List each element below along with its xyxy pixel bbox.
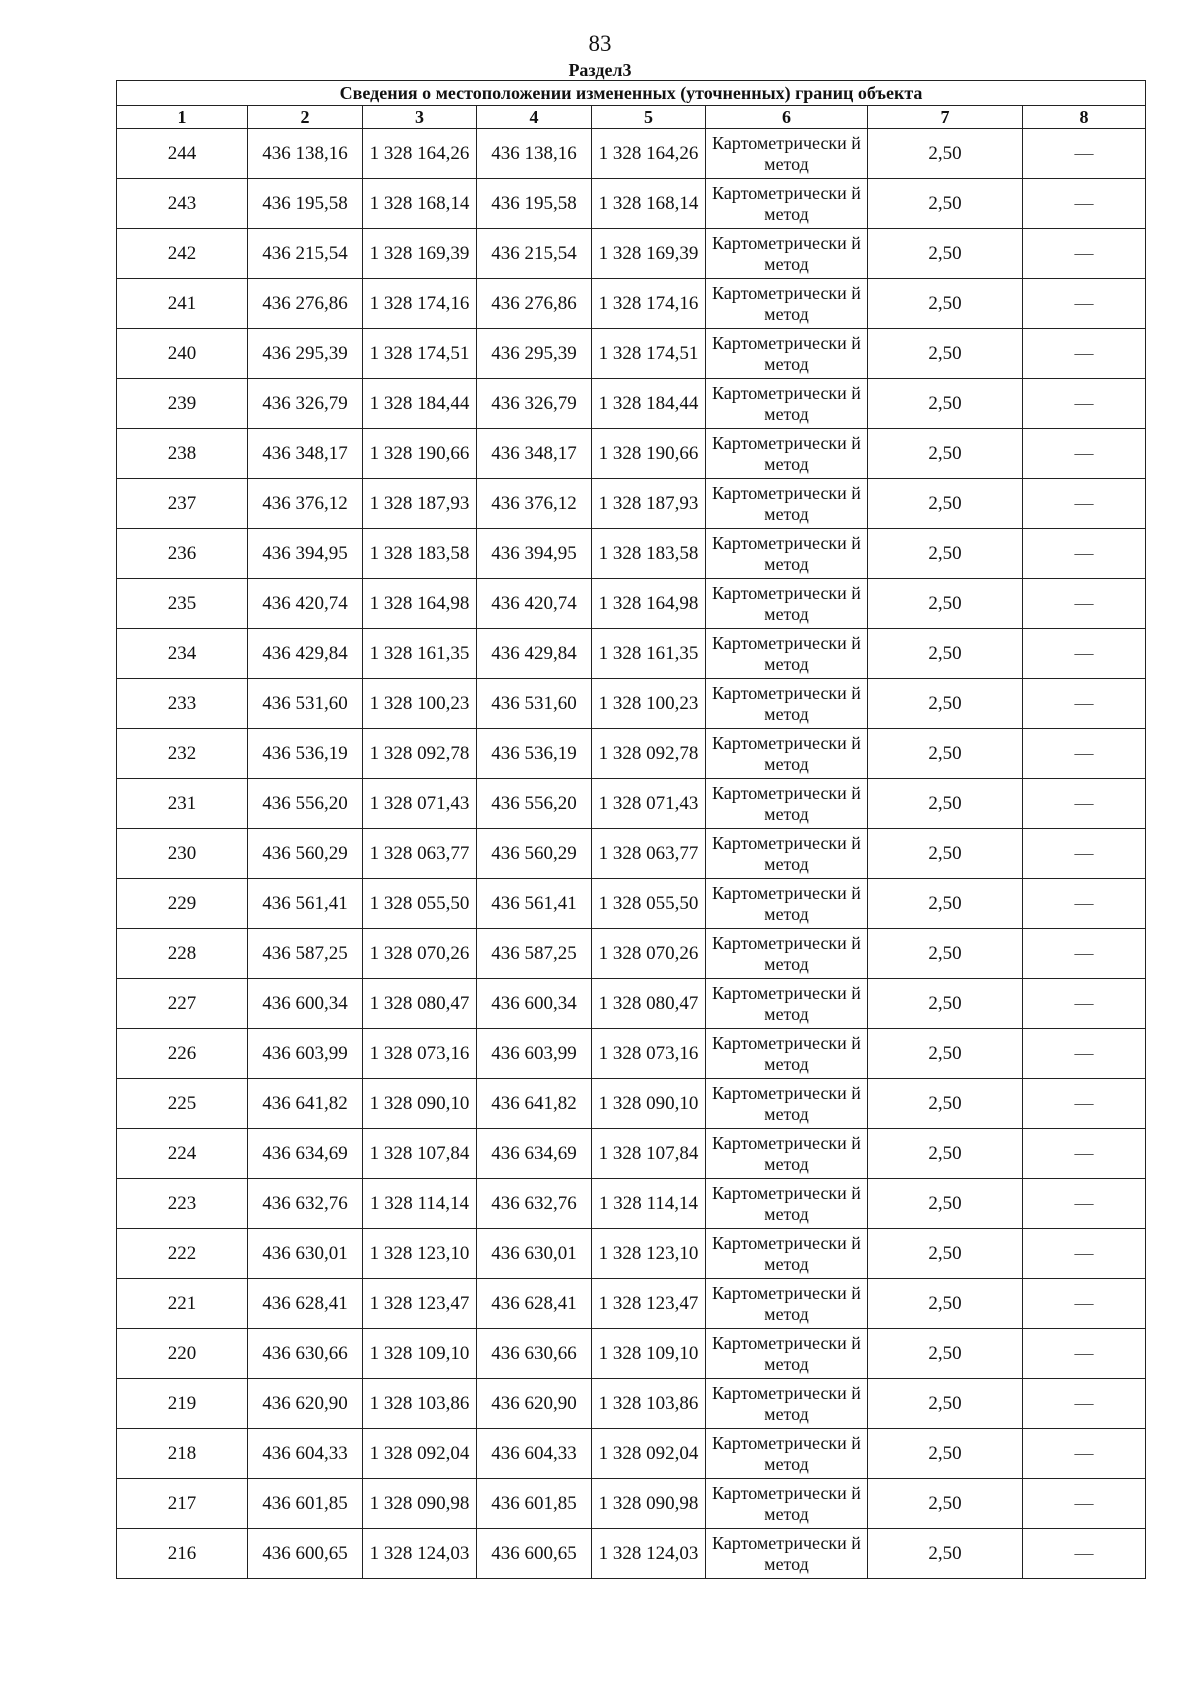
cell-accuracy: 2,50: [868, 1379, 1023, 1429]
cell-method: Картометрически й метод: [706, 1329, 868, 1379]
cell-accuracy: 2,50: [868, 529, 1023, 579]
table-row: [117, 129, 1146, 179]
cell-accuracy: 2,50: [868, 1229, 1023, 1279]
cell-x-new: 436 560,29: [477, 829, 592, 879]
cell-x-new: 436 561,41: [477, 879, 592, 929]
table-row: [117, 579, 1146, 629]
cell-x-new: 436 556,20: [477, 779, 592, 829]
cell-y-old: 1 328 080,47: [363, 979, 477, 1029]
cell-x-old: 436 634,69: [248, 1129, 363, 1179]
cell-x-old: 436 641,82: [248, 1079, 363, 1129]
cell-y-new: 1 328 055,50: [592, 879, 706, 929]
cell-x-new: 436 138,16: [477, 129, 592, 179]
cell-x-new: 436 634,69: [477, 1129, 592, 1179]
table-row: [117, 1479, 1146, 1529]
cell-y-old: 1 328 109,10: [363, 1329, 477, 1379]
cell-description: —: [1023, 579, 1146, 629]
cell-accuracy: 2,50: [868, 229, 1023, 279]
cell-y-new: 1 328 090,98: [592, 1479, 706, 1529]
cell-accuracy: 2,50: [868, 729, 1023, 779]
cell-accuracy: 2,50: [868, 179, 1023, 229]
cell-y-new: 1 328 073,16: [592, 1029, 706, 1079]
cell-y-new: 1 328 164,98: [592, 579, 706, 629]
cell-y-old: 1 328 124,03: [363, 1529, 477, 1579]
column-header-7: 7: [868, 106, 1023, 129]
cell-description: —: [1023, 229, 1146, 279]
cell-description: —: [1023, 979, 1146, 1029]
cell-x-old: 436 620,90: [248, 1379, 363, 1429]
cell-accuracy: 2,50: [868, 1079, 1023, 1129]
cell-y-old: 1 328 123,10: [363, 1229, 477, 1279]
cell-method: Картометрически й метод: [706, 329, 868, 379]
cell-method: Картометрически й метод: [706, 629, 868, 679]
cell-point-number: 229: [117, 879, 248, 929]
cell-description: —: [1023, 479, 1146, 529]
table-row: [117, 829, 1146, 879]
cell-point-number: 242: [117, 229, 248, 279]
cell-point-number: 219: [117, 1379, 248, 1429]
cell-method: Картометрически й метод: [706, 579, 868, 629]
cell-y-new: 1 328 109,10: [592, 1329, 706, 1379]
cell-accuracy: 2,50: [868, 579, 1023, 629]
cell-y-new: 1 328 092,04: [592, 1429, 706, 1479]
table-row: [117, 1079, 1146, 1129]
cell-method: Картометрически й метод: [706, 1529, 868, 1579]
cell-x-new: 436 531,60: [477, 679, 592, 729]
cell-point-number: 228: [117, 929, 248, 979]
table-row: [117, 1429, 1146, 1479]
cell-x-new: 436 601,85: [477, 1479, 592, 1529]
cell-point-number: 240: [117, 329, 248, 379]
cell-y-old: 1 328 174,16: [363, 279, 477, 329]
cell-y-old: 1 328 073,16: [363, 1029, 477, 1079]
cell-point-number: 225: [117, 1079, 248, 1129]
cell-y-old: 1 328 123,47: [363, 1279, 477, 1329]
cell-x-old: 436 601,85: [248, 1479, 363, 1529]
cell-accuracy: 2,50: [868, 629, 1023, 679]
cell-x-new: 436 604,33: [477, 1429, 592, 1479]
cell-y-new: 1 328 168,14: [592, 179, 706, 229]
cell-accuracy: 2,50: [868, 479, 1023, 529]
cell-accuracy: 2,50: [868, 1029, 1023, 1079]
cell-point-number: 238: [117, 429, 248, 479]
table-body: [117, 129, 1146, 1579]
cell-point-number: 244: [117, 129, 248, 179]
cell-method: Картометрически й метод: [706, 479, 868, 529]
cell-y-new: 1 328 063,77: [592, 829, 706, 879]
cell-y-old: 1 328 092,78: [363, 729, 477, 779]
cell-x-new: 436 630,66: [477, 1329, 592, 1379]
cell-x-old: 436 604,33: [248, 1429, 363, 1479]
cell-x-new: 436 603,99: [477, 1029, 592, 1079]
cell-description: —: [1023, 1179, 1146, 1229]
cell-x-old: 436 560,29: [248, 829, 363, 879]
cell-accuracy: 2,50: [868, 1179, 1023, 1229]
column-header-1: 1: [117, 106, 248, 129]
cell-point-number: 217: [117, 1479, 248, 1529]
cell-y-new: 1 328 123,47: [592, 1279, 706, 1329]
cell-accuracy: 2,50: [868, 679, 1023, 729]
cell-description: —: [1023, 829, 1146, 879]
cell-point-number: 227: [117, 979, 248, 1029]
cell-point-number: 222: [117, 1229, 248, 1279]
cell-description: —: [1023, 529, 1146, 579]
cell-description: —: [1023, 379, 1146, 429]
cell-method: Картометрически й метод: [706, 379, 868, 429]
column-header-3: 3: [363, 106, 477, 129]
cell-description: —: [1023, 1079, 1146, 1129]
cell-description: —: [1023, 1529, 1146, 1579]
cell-accuracy: 2,50: [868, 329, 1023, 379]
table-row: [117, 1379, 1146, 1429]
table-row: [117, 379, 1146, 429]
cell-accuracy: 2,50: [868, 129, 1023, 179]
cell-description: —: [1023, 179, 1146, 229]
cell-y-old: 1 328 063,77: [363, 829, 477, 879]
cell-x-old: 436 561,41: [248, 879, 363, 929]
cell-y-old: 1 328 183,58: [363, 529, 477, 579]
cell-y-old: 1 328 070,26: [363, 929, 477, 979]
column-header-6: 6: [706, 106, 868, 129]
cell-x-old: 436 531,60: [248, 679, 363, 729]
column-header-5: 5: [592, 106, 706, 129]
cell-method: Картометрически й метод: [706, 929, 868, 979]
cell-point-number: 236: [117, 529, 248, 579]
cell-x-old: 436 276,86: [248, 279, 363, 329]
cell-x-new: 436 394,95: [477, 529, 592, 579]
column-header-row: [117, 106, 1146, 129]
cell-x-new: 436 348,17: [477, 429, 592, 479]
cell-y-new: 1 328 092,78: [592, 729, 706, 779]
cell-point-number: 243: [117, 179, 248, 229]
table-row: [117, 729, 1146, 779]
cell-x-old: 436 295,39: [248, 329, 363, 379]
cell-description: —: [1023, 279, 1146, 329]
cell-point-number: 230: [117, 829, 248, 879]
cell-point-number: 233: [117, 679, 248, 729]
cell-accuracy: 2,50: [868, 1429, 1023, 1479]
cell-method: Картометрически й метод: [706, 1229, 868, 1279]
cell-y-old: 1 328 100,23: [363, 679, 477, 729]
cell-description: —: [1023, 329, 1146, 379]
cell-x-new: 436 600,65: [477, 1529, 592, 1579]
cell-accuracy: 2,50: [868, 779, 1023, 829]
table-row: [117, 1129, 1146, 1179]
cell-y-new: 1 328 184,44: [592, 379, 706, 429]
cell-x-new: 436 420,74: [477, 579, 592, 629]
cell-y-old: 1 328 092,04: [363, 1429, 477, 1479]
cell-x-old: 436 632,76: [248, 1179, 363, 1229]
cell-x-old: 436 630,66: [248, 1329, 363, 1379]
cell-point-number: 220: [117, 1329, 248, 1379]
table-row: [117, 679, 1146, 729]
table-row: [117, 1279, 1146, 1329]
cell-x-old: 436 603,99: [248, 1029, 363, 1079]
cell-accuracy: 2,50: [868, 379, 1023, 429]
cell-description: —: [1023, 429, 1146, 479]
table-row: [117, 1029, 1146, 1079]
cell-y-old: 1 328 071,43: [363, 779, 477, 829]
cell-method: Картометрически й метод: [706, 1129, 868, 1179]
cell-y-old: 1 328 090,98: [363, 1479, 477, 1529]
cell-method: Картометрически й метод: [706, 1279, 868, 1329]
cell-x-new: 436 600,34: [477, 979, 592, 1029]
cell-y-new: 1 328 114,14: [592, 1179, 706, 1229]
cell-x-old: 436 628,41: [248, 1279, 363, 1329]
cell-description: —: [1023, 629, 1146, 679]
cell-x-old: 436 376,12: [248, 479, 363, 529]
cell-y-old: 1 328 107,84: [363, 1129, 477, 1179]
cell-y-old: 1 328 164,26: [363, 129, 477, 179]
cell-point-number: 235: [117, 579, 248, 629]
cell-description: —: [1023, 1229, 1146, 1279]
cell-y-old: 1 328 114,14: [363, 1179, 477, 1229]
table-title-row: [117, 81, 1146, 106]
cell-y-new: 1 328 107,84: [592, 1129, 706, 1179]
cell-y-new: 1 328 080,47: [592, 979, 706, 1029]
table-row: [117, 229, 1146, 279]
cell-description: —: [1023, 1279, 1146, 1329]
cell-accuracy: 2,50: [868, 429, 1023, 479]
coordinates-table: [116, 80, 1146, 1579]
cell-accuracy: 2,50: [868, 1479, 1023, 1529]
table-row: [117, 429, 1146, 479]
cell-point-number: 218: [117, 1429, 248, 1479]
cell-y-old: 1 328 103,86: [363, 1379, 477, 1429]
table-row: [117, 479, 1146, 529]
cell-x-old: 436 630,01: [248, 1229, 363, 1279]
cell-method: Картометрически й метод: [706, 279, 868, 329]
cell-y-old: 1 328 090,10: [363, 1079, 477, 1129]
cell-description: —: [1023, 1129, 1146, 1179]
column-header-4: 4: [477, 106, 592, 129]
cell-point-number: 224: [117, 1129, 248, 1179]
cell-point-number: 223: [117, 1179, 248, 1229]
cell-x-old: 436 215,54: [248, 229, 363, 279]
cell-y-new: 1 328 183,58: [592, 529, 706, 579]
cell-accuracy: 2,50: [868, 279, 1023, 329]
table-row: [117, 279, 1146, 329]
cell-method: Картометрически й метод: [706, 1379, 868, 1429]
cell-y-old: 1 328 169,39: [363, 229, 477, 279]
cell-accuracy: 2,50: [868, 879, 1023, 929]
cell-y-new: 1 328 174,51: [592, 329, 706, 379]
cell-x-old: 436 536,19: [248, 729, 363, 779]
cell-method: Картометрически й метод: [706, 229, 868, 279]
cell-x-old: 436 195,58: [248, 179, 363, 229]
cell-point-number: 226: [117, 1029, 248, 1079]
table-row: [117, 779, 1146, 829]
cell-y-new: 1 328 090,10: [592, 1079, 706, 1129]
cell-y-new: 1 328 123,10: [592, 1229, 706, 1279]
cell-point-number: 232: [117, 729, 248, 779]
table-row: [117, 179, 1146, 229]
cell-accuracy: 2,50: [868, 1529, 1023, 1579]
table-row: [117, 1529, 1146, 1579]
cell-point-number: 216: [117, 1529, 248, 1579]
cell-x-new: 436 215,54: [477, 229, 592, 279]
cell-x-old: 436 394,95: [248, 529, 363, 579]
cell-point-number: 239: [117, 379, 248, 429]
cell-y-old: 1 328 161,35: [363, 629, 477, 679]
cell-y-old: 1 328 190,66: [363, 429, 477, 479]
cell-description: —: [1023, 1429, 1146, 1479]
cell-y-old: 1 328 174,51: [363, 329, 477, 379]
cell-x-old: 436 326,79: [248, 379, 363, 429]
table-row: [117, 1229, 1146, 1279]
cell-description: —: [1023, 779, 1146, 829]
table-row: [117, 979, 1146, 1029]
table-row: [117, 329, 1146, 379]
cell-y-new: 1 328 161,35: [592, 629, 706, 679]
cell-y-old: 1 328 168,14: [363, 179, 477, 229]
cell-accuracy: 2,50: [868, 929, 1023, 979]
cell-y-new: 1 328 100,23: [592, 679, 706, 729]
table-row: [117, 1179, 1146, 1229]
cell-x-old: 436 429,84: [248, 629, 363, 679]
cell-x-new: 436 326,79: [477, 379, 592, 429]
cell-description: —: [1023, 1379, 1146, 1429]
cell-x-old: 436 556,20: [248, 779, 363, 829]
cell-method: Картометрически й метод: [706, 1079, 868, 1129]
cell-y-new: 1 328 124,03: [592, 1529, 706, 1579]
cell-description: —: [1023, 929, 1146, 979]
cell-accuracy: 2,50: [868, 1329, 1023, 1379]
cell-description: —: [1023, 1329, 1146, 1379]
cell-accuracy: 2,50: [868, 829, 1023, 879]
cell-y-old: 1 328 055,50: [363, 879, 477, 929]
cell-y-new: 1 328 190,66: [592, 429, 706, 479]
cell-x-old: 436 138,16: [248, 129, 363, 179]
cell-x-new: 436 587,25: [477, 929, 592, 979]
cell-y-old: 1 328 184,44: [363, 379, 477, 429]
cell-accuracy: 2,50: [868, 1279, 1023, 1329]
cell-description: —: [1023, 129, 1146, 179]
cell-method: Картометрически й метод: [706, 1179, 868, 1229]
cell-y-new: 1 328 174,16: [592, 279, 706, 329]
cell-y-old: 1 328 187,93: [363, 479, 477, 529]
cell-x-old: 436 348,17: [248, 429, 363, 479]
cell-y-new: 1 328 103,86: [592, 1379, 706, 1429]
cell-x-new: 436 276,86: [477, 279, 592, 329]
cell-point-number: 237: [117, 479, 248, 529]
cell-method: Картометрически й метод: [706, 429, 868, 479]
cell-method: Картометрически й метод: [706, 879, 868, 929]
cell-method: Картометрически й метод: [706, 1429, 868, 1479]
cell-y-new: 1 328 187,93: [592, 479, 706, 529]
cell-x-new: 436 295,39: [477, 329, 592, 379]
cell-y-old: 1 328 164,98: [363, 579, 477, 629]
cell-y-new: 1 328 071,43: [592, 779, 706, 829]
cell-point-number: 234: [117, 629, 248, 679]
cell-x-old: 436 600,34: [248, 979, 363, 1029]
table-title: Сведения о местоположении измененных (уточненных) границ объекта: [117, 81, 1146, 106]
cell-method: Картометрически й метод: [706, 1479, 868, 1529]
cell-method: Картометрически й метод: [706, 129, 868, 179]
cell-x-new: 436 632,76: [477, 1179, 592, 1229]
page-number: 83: [588, 31, 612, 56]
cell-description: —: [1023, 879, 1146, 929]
cell-x-new: 436 641,82: [477, 1079, 592, 1129]
cell-point-number: 221: [117, 1279, 248, 1329]
cell-method: Картометрически й метод: [706, 179, 868, 229]
cell-method: Картометрически й метод: [706, 529, 868, 579]
table-row: [117, 529, 1146, 579]
cell-x-old: 436 420,74: [248, 579, 363, 629]
cell-method: Картометрически й метод: [706, 729, 868, 779]
cell-point-number: 241: [117, 279, 248, 329]
cell-description: —: [1023, 1479, 1146, 1529]
cell-x-new: 436 195,58: [477, 179, 592, 229]
cell-y-new: 1 328 164,26: [592, 129, 706, 179]
cell-accuracy: 2,50: [868, 979, 1023, 1029]
cell-method: Картометрически й метод: [706, 829, 868, 879]
cell-x-new: 436 620,90: [477, 1379, 592, 1429]
table-row: [117, 929, 1146, 979]
section-label: Раздел3: [568, 60, 632, 80]
table-row: [117, 879, 1146, 929]
cell-method: Картометрически й метод: [706, 979, 868, 1029]
cell-x-old: 436 587,25: [248, 929, 363, 979]
cell-x-new: 436 630,01: [477, 1229, 592, 1279]
cell-description: —: [1023, 729, 1146, 779]
column-header-8: 8: [1023, 106, 1146, 129]
cell-y-new: 1 328 169,39: [592, 229, 706, 279]
cell-x-new: 436 376,12: [477, 479, 592, 529]
cell-description: —: [1023, 679, 1146, 729]
table-row: [117, 1329, 1146, 1379]
cell-x-new: 436 536,19: [477, 729, 592, 779]
cell-method: Картометрически й метод: [706, 779, 868, 829]
cell-point-number: 231: [117, 779, 248, 829]
cell-x-new: 436 429,84: [477, 629, 592, 679]
column-header-2: 2: [248, 106, 363, 129]
table-row: [117, 629, 1146, 679]
cell-y-new: 1 328 070,26: [592, 929, 706, 979]
cell-description: —: [1023, 1029, 1146, 1079]
cell-x-new: 436 628,41: [477, 1279, 592, 1329]
cell-accuracy: 2,50: [868, 1129, 1023, 1179]
cell-x-old: 436 600,65: [248, 1529, 363, 1579]
cell-method: Картометрически й метод: [706, 1029, 868, 1079]
cell-method: Картометрически й метод: [706, 679, 868, 729]
